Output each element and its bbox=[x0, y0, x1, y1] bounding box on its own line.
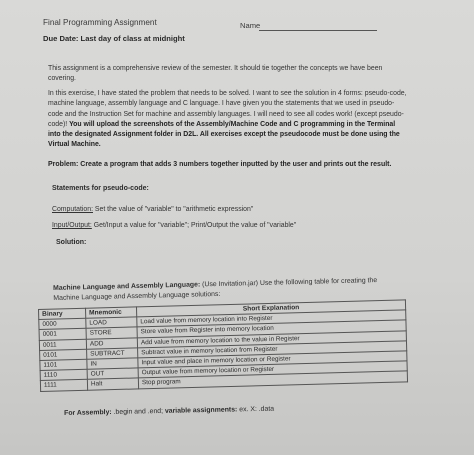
assignment-title: Final Programming Assignment bbox=[43, 18, 157, 27]
mnemonic-cell: IN bbox=[87, 358, 138, 370]
explanation-cell: Store value from Register into memory location bbox=[137, 320, 406, 337]
instruction-set-table bbox=[38, 299, 408, 391]
assembly-label: For Assembly: bbox=[64, 409, 112, 417]
explanation-cell: Stop program bbox=[138, 371, 407, 388]
column-header-mnemonic: Mnemonic bbox=[85, 307, 136, 319]
explanation-cell: Input value and place in memory location or Register bbox=[138, 351, 407, 368]
binary-cell: 1101 bbox=[40, 359, 87, 370]
io-label: Input/Output: bbox=[52, 222, 92, 229]
io-text: Get/Input a value for "variable"; Print/Output the value of "variable" bbox=[91, 222, 297, 229]
intro-paragraph-2 bbox=[48, 89, 408, 151]
computation-label: Computation: bbox=[52, 206, 93, 213]
assembly-text: .begin and .end; bbox=[111, 407, 165, 417]
intro-paragraph-2-bold: You will upload the screenshots of the Assembly/Machine Code and C programming in the Terminal into the designated Assignment folder in D2L. All exercises except the pseudocode must be done using the Virtual Machine. bbox=[48, 120, 400, 149]
io-statement bbox=[52, 222, 296, 229]
binary-cell: 0001 bbox=[39, 329, 86, 340]
machine-heading-bold: Machine Language and Assembly Language: bbox=[53, 281, 201, 292]
assembly-example: ex. X: .data bbox=[237, 405, 275, 414]
explanation-cell: Add value from memory location to the value in Register bbox=[137, 330, 406, 347]
binary-cell: 1110 bbox=[40, 369, 87, 380]
mnemonic-cell: STORE bbox=[86, 327, 137, 339]
mnemonic-cell: OUT bbox=[87, 368, 138, 380]
mnemonic-cell: ADD bbox=[86, 338, 137, 350]
explanation-cell: Subtract value in memory location from Register bbox=[138, 341, 407, 358]
assembly-note bbox=[64, 406, 274, 417]
problem-statement: Problem: Create a program that adds 3 numbers together inputted by the user and prints out the result. bbox=[48, 161, 392, 168]
assembly-bold-text: variable assignments: bbox=[164, 406, 238, 415]
binary-cell: 0000 bbox=[39, 318, 86, 329]
due-date: Due Date: Last day of class at midnight bbox=[43, 34, 185, 43]
mnemonic-cell: LOAD bbox=[86, 317, 137, 329]
binary-cell: 0101 bbox=[40, 349, 87, 360]
binary-cell: 1111 bbox=[40, 380, 87, 391]
mnemonic-cell: Halt bbox=[87, 378, 138, 390]
machine-heading-note: (Use Invitation.jar) Use the following table for creating the Machine Language and Assembly Language solutions: bbox=[53, 277, 378, 303]
explanation-cell: Load value from memory location into Register bbox=[137, 310, 406, 327]
name-label: Name bbox=[240, 21, 261, 30]
column-header-explanation: Short Explanation bbox=[136, 300, 405, 317]
column-header-binary: Binary bbox=[39, 308, 86, 319]
explanation-cell: Output value from memory location or Register bbox=[138, 361, 407, 378]
intro-paragraph-1: This assignment is a comprehensive review of the semester. It should tie together the concepts we have been covering. bbox=[48, 65, 383, 83]
solution-label: Solution: bbox=[56, 239, 87, 246]
binary-cell: 0011 bbox=[39, 339, 86, 350]
computation-statement bbox=[52, 206, 253, 213]
mnemonic-cell: SUBTRACT bbox=[87, 348, 138, 360]
pseudo-heading: Statements for pseudo-code: bbox=[52, 185, 149, 192]
computation-text: Set the value of "variable" to "arithmetic expression" bbox=[92, 206, 254, 213]
name-blank-line bbox=[259, 30, 377, 31]
instruction-table-wrap bbox=[38, 299, 412, 391]
intro-paragraph-2-text: In this exercise, I have stated the problem that needs to be solved. I want to see the solution in 4 forms: pseudo-code, machine language, assembly language and C language. I have given you the statements that we used in pseudo-code and the Instruction Set for machine and assembly languages. I will need to see all codes work! (except pseudo-code)! bbox=[48, 90, 407, 128]
